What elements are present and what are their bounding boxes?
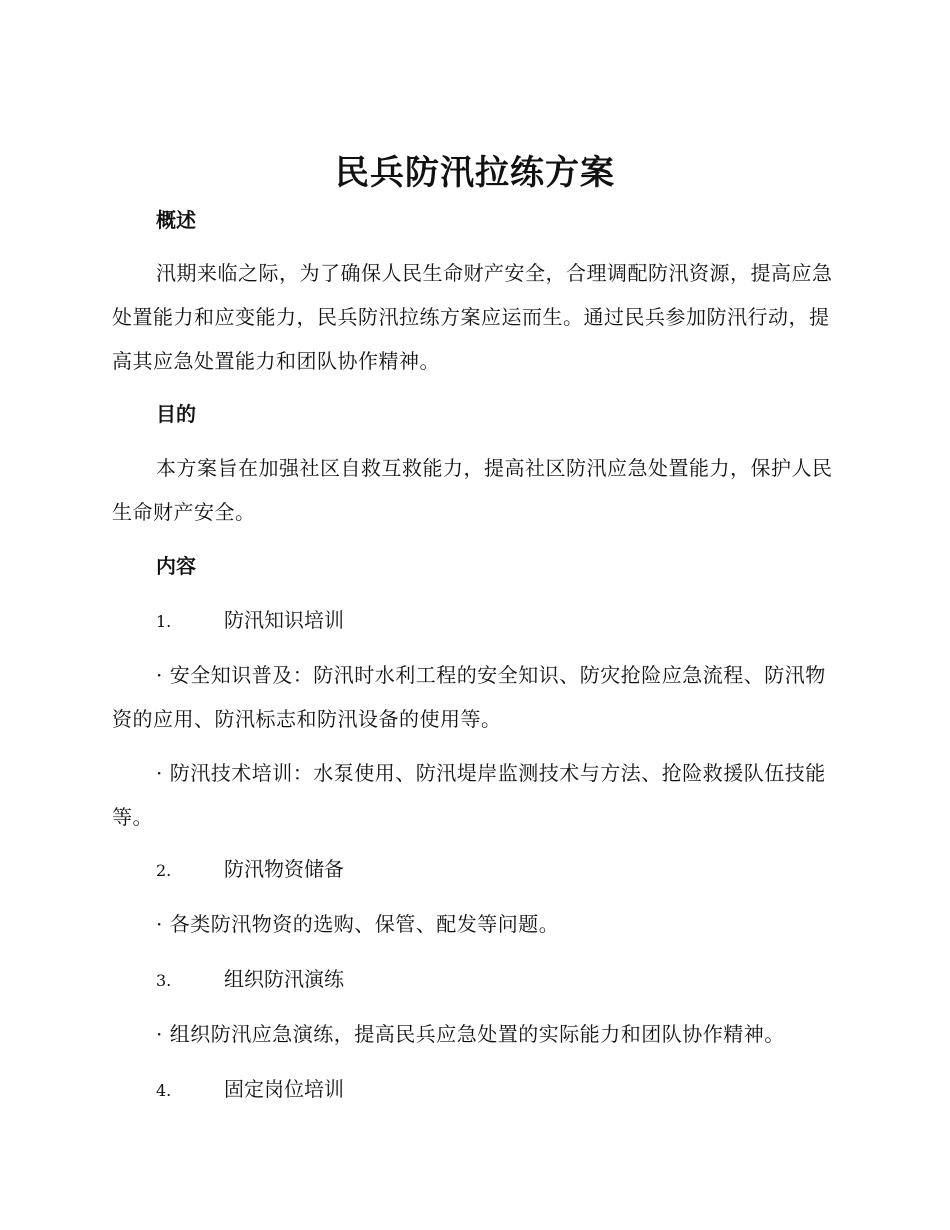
list-item-label: 防汛知识培训 — [224, 608, 344, 632]
section-heading-content: 内容 — [156, 554, 196, 578]
document-title: 民兵防汛拉练方案 — [335, 153, 615, 193]
list-item-number: 1. — [156, 612, 172, 631]
list-item-label: 组织防汛演练 — [224, 967, 344, 991]
list-item — [156, 965, 344, 995]
list-item-number: 3. — [156, 971, 172, 990]
list-item-label: 固定岗位培训 — [224, 1077, 344, 1101]
list-item — [156, 855, 344, 885]
list-item-number: 4. — [156, 1081, 172, 1100]
list-item — [156, 606, 344, 636]
purpose-paragraph: 本方案旨在加强社区自救互救能力，提高社区防汛应急处置能力，保护人民生命财产安全。 — [112, 456, 833, 524]
list-item — [156, 1075, 344, 1105]
section-heading-overview: 概述 — [156, 208, 196, 232]
bullet-paragraph: · 安全知识普及：防汛时水利工程的安全知识、防灾抢险应急流程、防汛物资的应用、防汛标志和防汛设备的使用等。 — [112, 663, 826, 731]
list-item-number: 2. — [156, 861, 172, 880]
bullet-paragraph: · 各类防汛物资的选购、保管、配发等问题。 — [156, 912, 560, 936]
list-item-label: 防汛物资储备 — [224, 857, 344, 881]
section-heading-purpose: 目的 — [156, 402, 196, 426]
bullet-paragraph: · 防汛技术培训：水泵使用、防汛堤岸监测技术与方法、抢险救援队伍技能等。 — [112, 761, 826, 829]
bullet-paragraph: · 组织防汛应急演练，提高民兵应急处置的实际能力和团队协作精神。 — [156, 1022, 785, 1046]
overview-paragraph: 汛期来临之际，为了确保人民生命财产安全，合理调配防汛资源，提高应急处置能力和应变能力，民兵防汛拉练方案应运而生。通过民兵参加防汛行动，提高其应急处置能力和团队协作精神。 — [112, 261, 833, 373]
